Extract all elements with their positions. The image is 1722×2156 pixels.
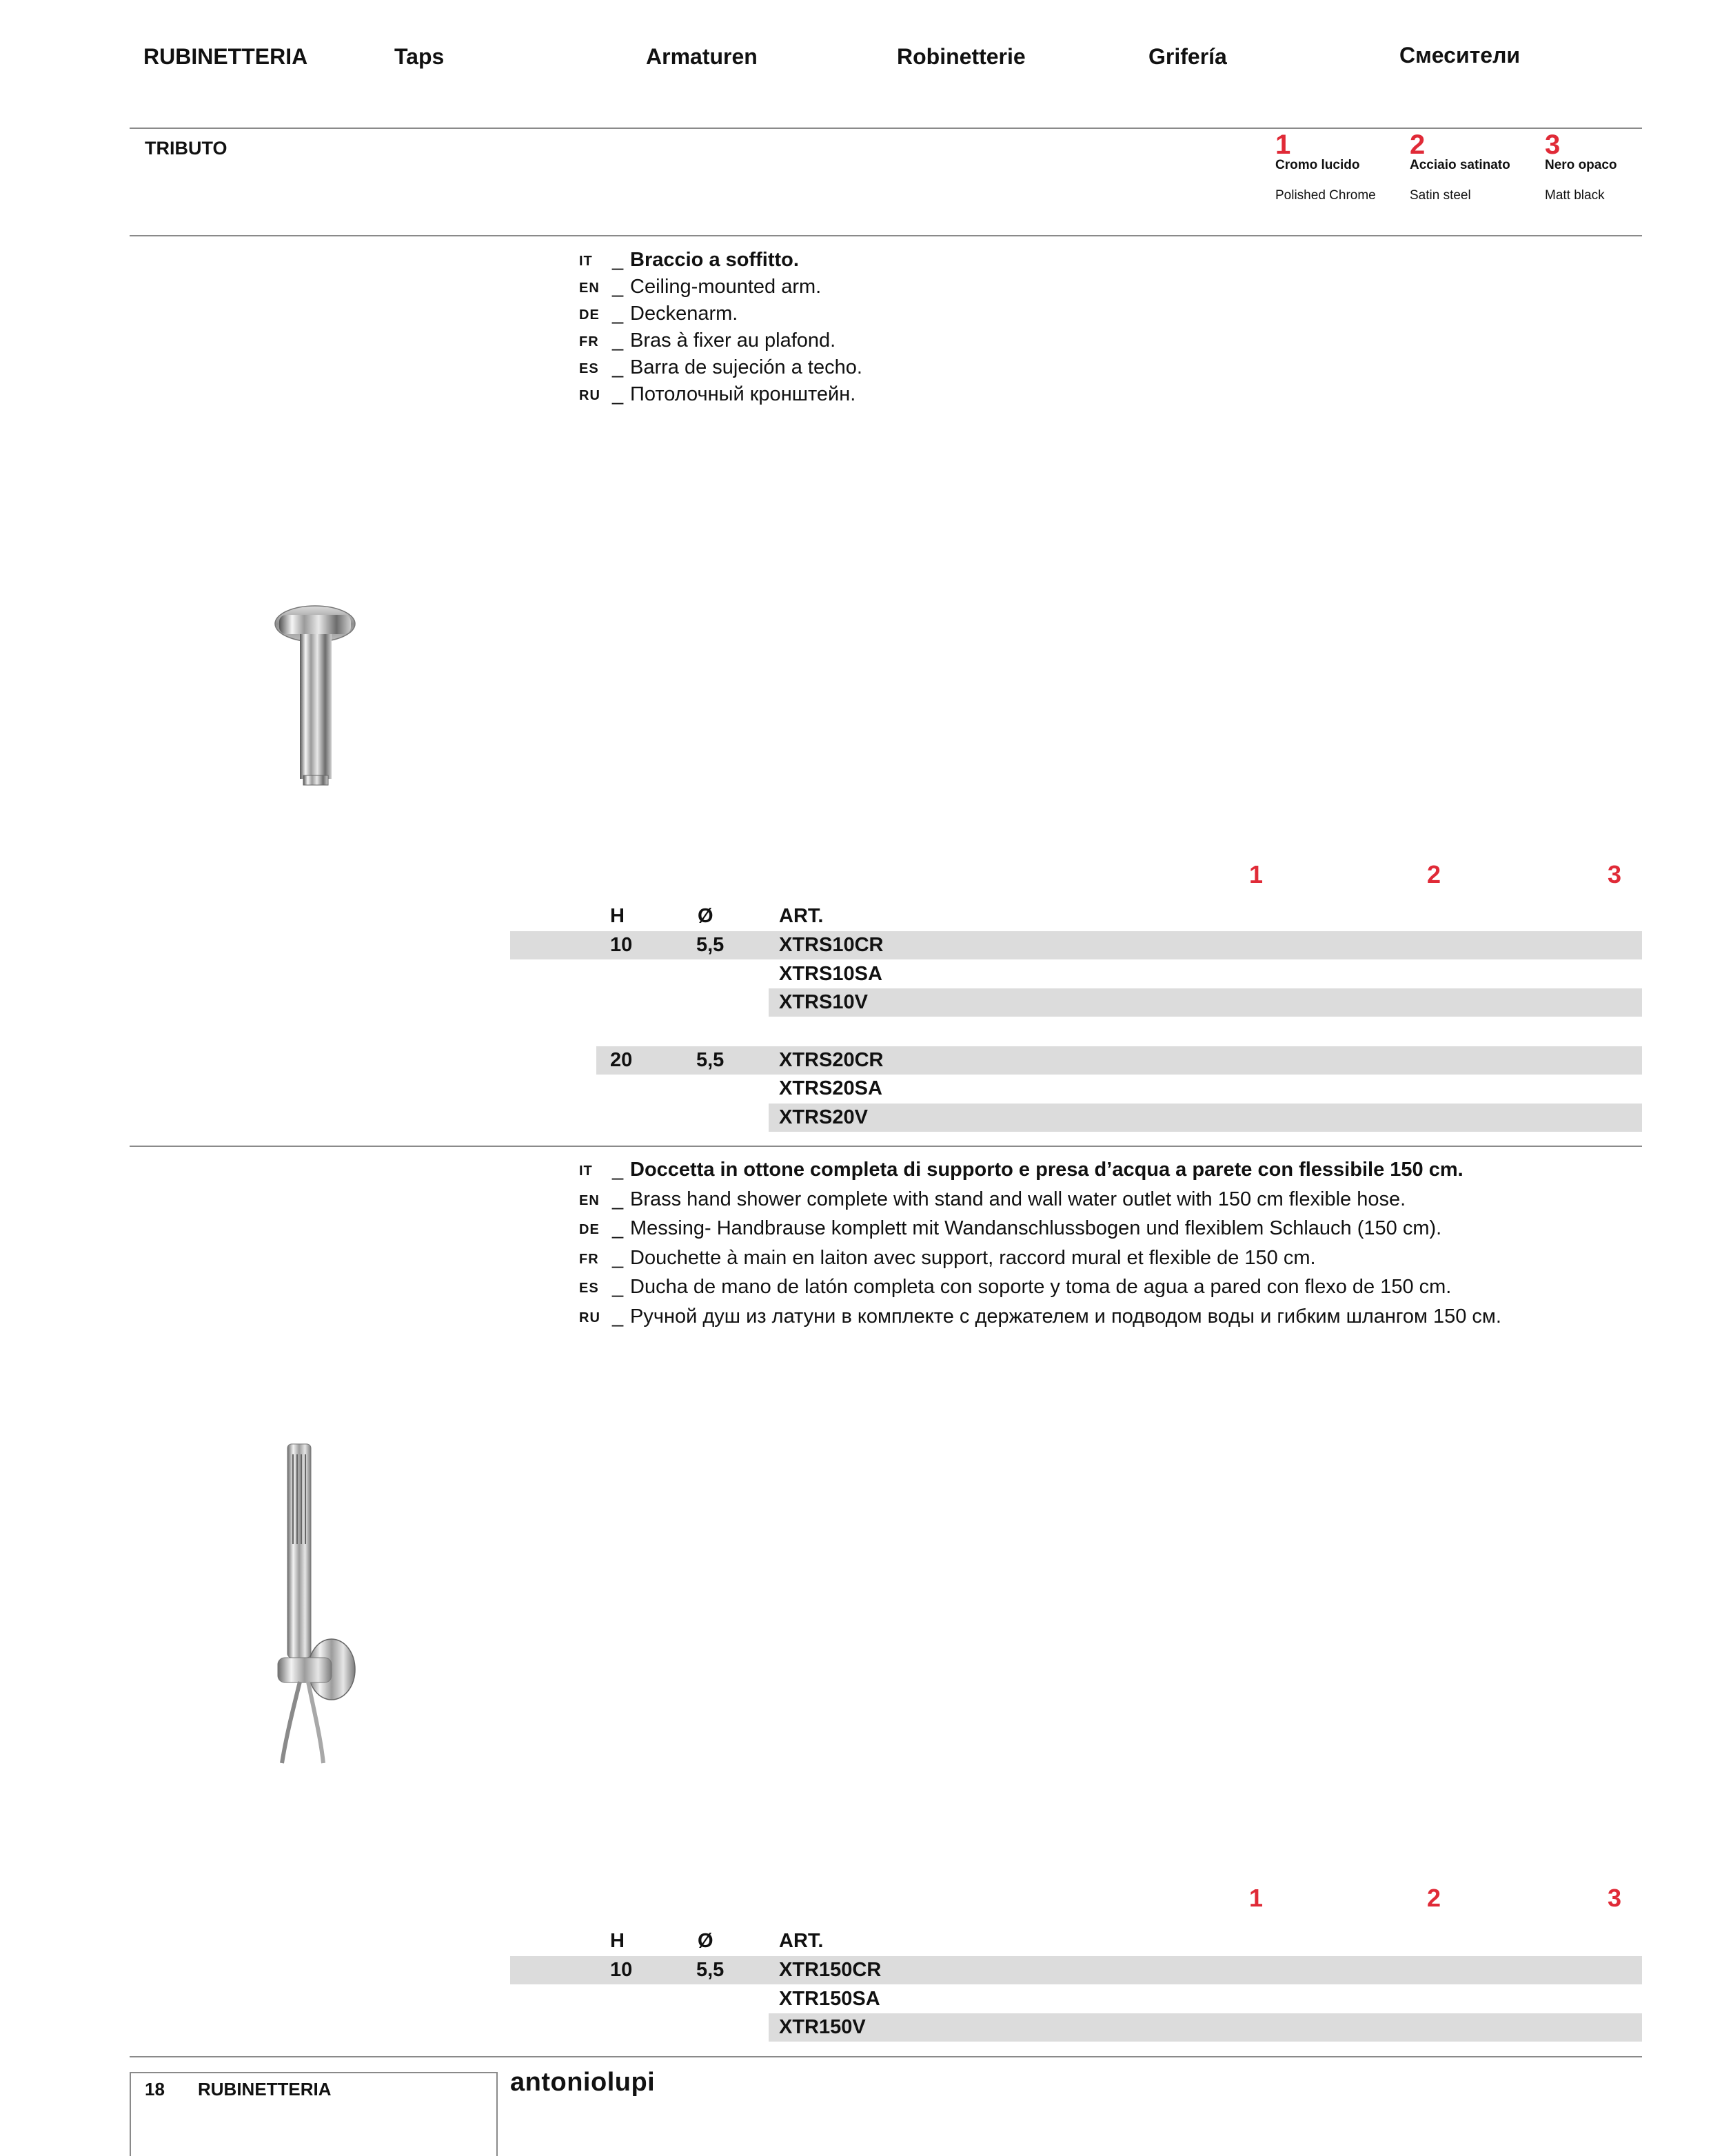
table-header-art: ART. <box>779 905 824 927</box>
lang-code: IT <box>579 1163 593 1179</box>
table-cell-art: XTRS20V <box>779 1106 868 1128</box>
page-number: 18 <box>145 2079 165 2099</box>
finish-name-it: Cromo lucido <box>1275 158 1360 172</box>
table-cell-art: XTRS10V <box>779 991 868 1013</box>
finish-number: 1 <box>1275 130 1291 160</box>
product1-description <box>579 247 862 409</box>
desc-text: Braccio a soffitto. <box>630 249 799 271</box>
desc-row-es: ES _ Ducha de mano de latón completa con soporte y toma de agua a pared con flexo de 150 cm. <box>579 1273 1501 1303</box>
finish-column-3: 3 <box>1608 1884 1622 1912</box>
table-header-h: H <box>610 905 625 927</box>
table-header-h: H <box>610 1930 625 1952</box>
desc-text: Потолочный кронштейн. <box>630 383 856 405</box>
lang-code: ES <box>579 1281 599 1296</box>
desc-row-en: EN _ Brass hand shower complete with stand and wall water outlet with 150 cm flexible hose. <box>579 1186 1501 1215</box>
finish-1 <box>1275 130 1376 203</box>
desc-row-ru: RU _ Потолочный кронштейн. <box>579 382 862 409</box>
row-band <box>510 1956 1642 1984</box>
desc-text: Messing- Handbrause komplett mit Wandanschlussbogen und flexiblem Schlauch (150 cm). <box>630 1217 1442 1239</box>
row-band <box>596 1046 1642 1075</box>
finish-2 <box>1410 130 1510 203</box>
finish-column-1: 1 <box>1249 1884 1264 1912</box>
product2-description <box>579 1156 1501 1332</box>
header-ru: Смесители <box>1399 43 1521 68</box>
lang-code: DE <box>579 1222 600 1237</box>
table-cell-diameter: 5,5 <box>696 1959 725 1981</box>
row-band <box>769 988 1642 1017</box>
finish-column-2: 2 <box>1427 860 1441 888</box>
divider <box>130 1146 1642 1147</box>
table-cell-art: XTR150CR <box>779 1959 882 1981</box>
finish-name-it: Nero opaco <box>1545 158 1617 172</box>
table-header-diameter: Ø <box>698 1930 713 1952</box>
desc-row-de: DE _ Messing- Handbrause komplett mit Wandanschlussbogen und flexiblem Schlauch (150 cm). <box>579 1214 1501 1244</box>
desc-row-es: ES _ Barra de sujeción a techo. <box>579 355 862 382</box>
table-header-art: ART. <box>779 1930 824 1952</box>
table-cell-art: XTRS20CR <box>779 1049 884 1071</box>
hand-shower-photo <box>272 1441 369 1765</box>
lang-code: RU <box>579 388 600 403</box>
finish-column-2: 2 <box>1427 1884 1441 1912</box>
desc-text: Brass hand shower complete with stand and wall water outlet with 150 cm flexible hose. <box>630 1188 1406 1210</box>
desc-text: Doccetta in ottone completa di supporto e presa d’acqua a parete con flessibile 150 cm. <box>630 1159 1463 1181</box>
desc-text: Deckenarm. <box>630 303 738 325</box>
lang-code: DE <box>579 307 600 323</box>
lang-code: EN <box>579 1192 600 1208</box>
table-cell-h: 10 <box>610 1959 633 1981</box>
divider <box>130 128 1642 129</box>
table-cell-art: XTR150V <box>779 2016 866 2038</box>
desc-row-fr: FR _ Douchette à main en laiton avec support, raccord mural et flexible de 150 cm. <box>579 1244 1501 1274</box>
finish-name-en: Polished Chrome <box>1275 188 1376 203</box>
lang-code: ES <box>579 361 599 376</box>
desc-row-it: IT _ Doccetta in ottone completa di supporto e presa d’acqua a parete con flessibile 150 cm. <box>579 1156 1501 1186</box>
divider <box>130 235 1642 236</box>
ceiling-arm-photo <box>272 600 362 793</box>
header-es: Grifería <box>1148 44 1227 69</box>
desc-text: Ручной душ из латуни в комплекте с держателем и подводом воды и гибким шлангом 150 см. <box>630 1305 1501 1328</box>
footer-category: RUBINETTERIA <box>198 2079 332 2099</box>
lang-code: IT <box>579 254 593 269</box>
desc-text: Barra de sujeción a techo. <box>630 356 862 378</box>
divider <box>130 2056 1642 2057</box>
finish-name-it: Acciaio satinato <box>1410 158 1510 172</box>
finish-column-3: 3 <box>1608 860 1622 888</box>
lang-code: FR <box>579 334 599 349</box>
table-cell-art: XTRS10CR <box>779 934 884 956</box>
desc-row-fr: FR _ Bras à fixer au plafond. <box>579 328 862 355</box>
finish-number: 3 <box>1545 130 1561 160</box>
desc-row-ru: RU _ Ручной душ из латуни в комплекте с держателем и подводом воды и гибким шлангом 150 см. <box>579 1303 1501 1332</box>
table-cell-diameter: 5,5 <box>696 1049 725 1071</box>
brand-logo: antoniolupi <box>510 2068 656 2097</box>
finish-3 <box>1545 130 1617 203</box>
desc-row-de: DE _ Deckenarm. <box>579 301 862 328</box>
table-cell-h: 20 <box>610 1049 633 1071</box>
header-de: Armaturen <box>646 44 758 69</box>
desc-row-it: IT _ Braccio a soffitto. <box>579 247 862 274</box>
row-band <box>769 2013 1642 2042</box>
desc-text: Ceiling-mounted arm. <box>630 276 822 298</box>
table-cell-h: 10 <box>610 934 633 956</box>
table-cell-diameter: 5,5 <box>696 934 725 956</box>
row-band <box>510 931 1642 959</box>
table-cell-art: XTR150SA <box>779 1988 880 2010</box>
header-en: Taps <box>394 44 445 69</box>
header-it: RUBINETTERIA <box>143 44 308 69</box>
finish-name-en: Matt black <box>1545 188 1605 203</box>
lang-code: RU <box>579 1310 600 1325</box>
desc-text: Bras à fixer au plafond. <box>630 329 836 352</box>
desc-row-en: EN _ Ceiling-mounted arm. <box>579 274 862 301</box>
desc-text: Ducha de mano de latón completa con soporte y toma de agua a pared con flexo de 150 cm. <box>630 1276 1452 1298</box>
row-band <box>769 1104 1642 1132</box>
desc-text: Douchette à main en laiton avec support, raccord mural et flexible de 150 cm. <box>630 1246 1316 1269</box>
series-title: TRIBUTO <box>145 138 227 159</box>
header-fr: Robinetterie <box>897 44 1026 69</box>
finish-number: 2 <box>1410 130 1426 160</box>
finish-column-1: 1 <box>1249 860 1264 888</box>
table-cell-art: XTRS20SA <box>779 1077 882 1099</box>
table-header-diameter: Ø <box>698 905 713 927</box>
finish-name-en: Satin steel <box>1410 188 1471 203</box>
lang-code: EN <box>579 281 600 296</box>
lang-code: FR <box>579 1251 599 1267</box>
table-cell-art: XTRS10SA <box>779 963 882 985</box>
